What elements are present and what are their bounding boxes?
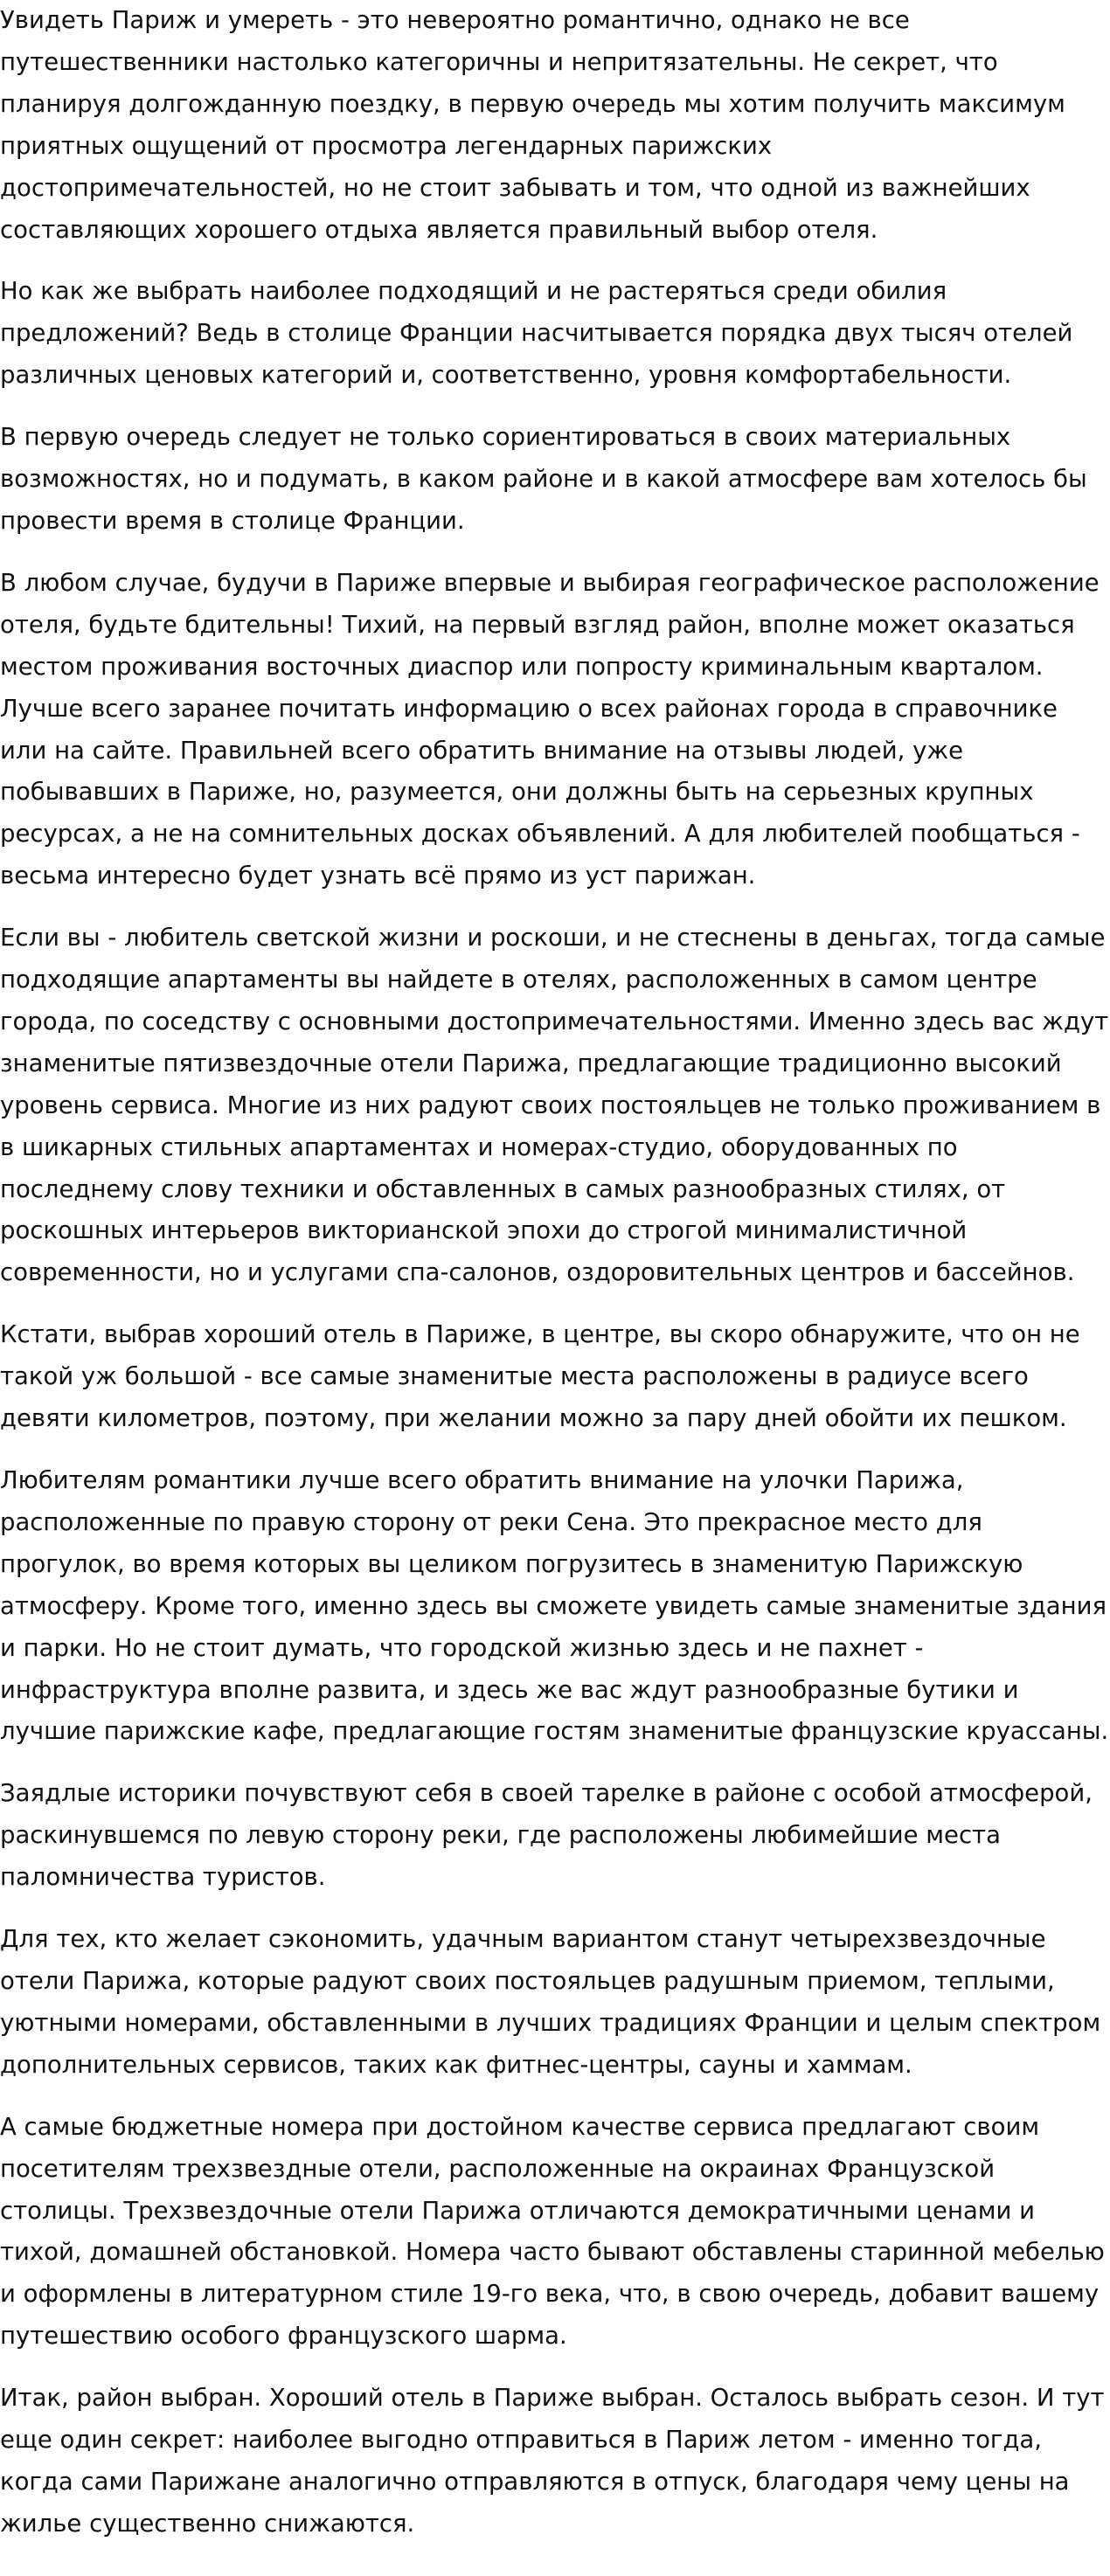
paragraph-how-to-choose: Но как же выбрать наиболее подходящий и не растеряться среди обилия предложений? Ведь в столице Франции насчитывается порядка двух тысяч отелей различных ценовых категорий и, соответственно, уровня комфортабельности. — [0, 277, 1073, 390]
paragraph-luxury-center: Если вы - любитель светской жизни и роскоши, и не стеснены в деньгах, тогда самые подходящие апартаменты вы найдете в отелях, расположенных в самом центре города, по соседству с основными достопримечательностями. Именно здесь вас ждут знаменитые пятизвездочные отели Парижа, предлагающие традиционно высокий уровень сервиса. Многие из них радуют своих постояльцев не только проживанием в в шикарных стильных апартаментах и номерах-студио, оборудованных по последнему слову техники и обставленных в самых разнообразных стилях, от роскошных интерьеров викторианской эпохи до строгой минималистичной современности, но и услугами спа-салонов, оздоровительных центров и бассейнов. — [0, 924, 1109, 1287]
paragraph-three-star: А самые бюджетные номера при достойном качестве сервиса предлагают своим посетителям трехзвездные отели, расположенные на окраинах Французской столицы. Трехзвездочные отели Парижа отличаются демократичными ценами и тихой, домашней обстановкой. Номера часто бывают обставлены старинной мебелью и оформлены в литературном стиле 19-го века, что, в свою очередь, добавит вашему путешествию особого французского шарма. — [0, 2112, 1105, 2351]
paragraph-season: Итак, район выбран. Хороший отель в Париже выбран. Осталось выбрать сезон. И тут еще один секрет: наиболее выгодно отправиться в Париж летом - именно тогда, когда сами Парижане аналогично отправляются в отпуск, благодаря чему цены на жилье существенно снижаются. — [0, 2384, 1105, 2538]
paragraph-center-walkable: Кстати, выбрав хороший отель в Париже, в центре, вы скоро обнаружите, что он не такой уж большой - все самые знаменитые места расположены в радиусе всего девяти километров, поэтому, при желании можно за пару дней обойти их пешком. — [0, 1320, 1080, 1433]
paragraph-budget-and-area: В первую очередь следует не только сориентироваться в своих материальных возможностях, но и подумать, в каком районе и в какой атмосфере вам хотелось бы провести время в столице Франции. — [0, 423, 1087, 535]
paragraph-intro: Увидеть Париж и умереть - это невероятно романтично, однако не все путешественники настолько категоричны и непритязательны. Не секрет, что планируя долгожданную поездку, в первую очередь мы хотим получить максимум приятных ощущений от просмотра легендарных парижских достопримечательностей, но не стоит забывать и том, что одной из важнейших составляющих хорошего отдыха является правильный выбор отеля. — [0, 6, 1065, 244]
paragraph-be-careful: В любом случае, будучи в Париже впервые и выбирая географическое расположение отеля, будьте бдительны! Тихий, на первый взгляд район, вполне может оказаться местом проживания восточных диаспор или попросту криминальным кварталом. Лучше всего заранее почитать информацию о всех районах города в справочнике или на сайте. Правильней всего обратить внимание на отзывы людей, уже побывавших в Париже, но, разумеется, они должны быть на серьезных крупных ресурсах, а не на сомнительных досках объявлений. А для любителей пообщаться - весьма интересно будет узнать всё прямо из уст парижан. — [0, 568, 1100, 890]
paragraph-four-star: Для тех, кто желает сэкономить, удачным вариантом станут четырехзвездочные отели Парижа, которые радуют своих постояльцев радушным приемом, теплыми, уютными номерами, обставленными в лучших традициях Франции и целым спектром дополнительных сервисов, таких как фитнес-центры, сауны и хаммам. — [0, 1925, 1101, 2079]
paragraph-left-bank: Заядлые историки почувствуют себя в своей тарелке в районе с особой атмосферой, раскинувшемся по левую сторону реки, где расположены любимейшие места паломничества туристов. — [0, 1779, 1093, 1892]
paragraph-right-bank: Любителям романтики лучше всего обратить внимание на улочки Парижа, расположенные по правую сторону от реки Сена. Это прекрасное место для прогулок, во время которых вы целиком погрузитесь в знаменитую Парижскую атмосферу. Кроме того, именно здесь вы сможете увидеть самые знаменитые здания и парки. Но не стоит думать, что городской жизнью здесь и не пахнет - инфраструктура вполне развита, и здесь же вас ждут разнообразные бутики и лучшие парижские кафе, предлагающие гостям знаменитые французские круассаны. — [0, 1466, 1109, 1746]
